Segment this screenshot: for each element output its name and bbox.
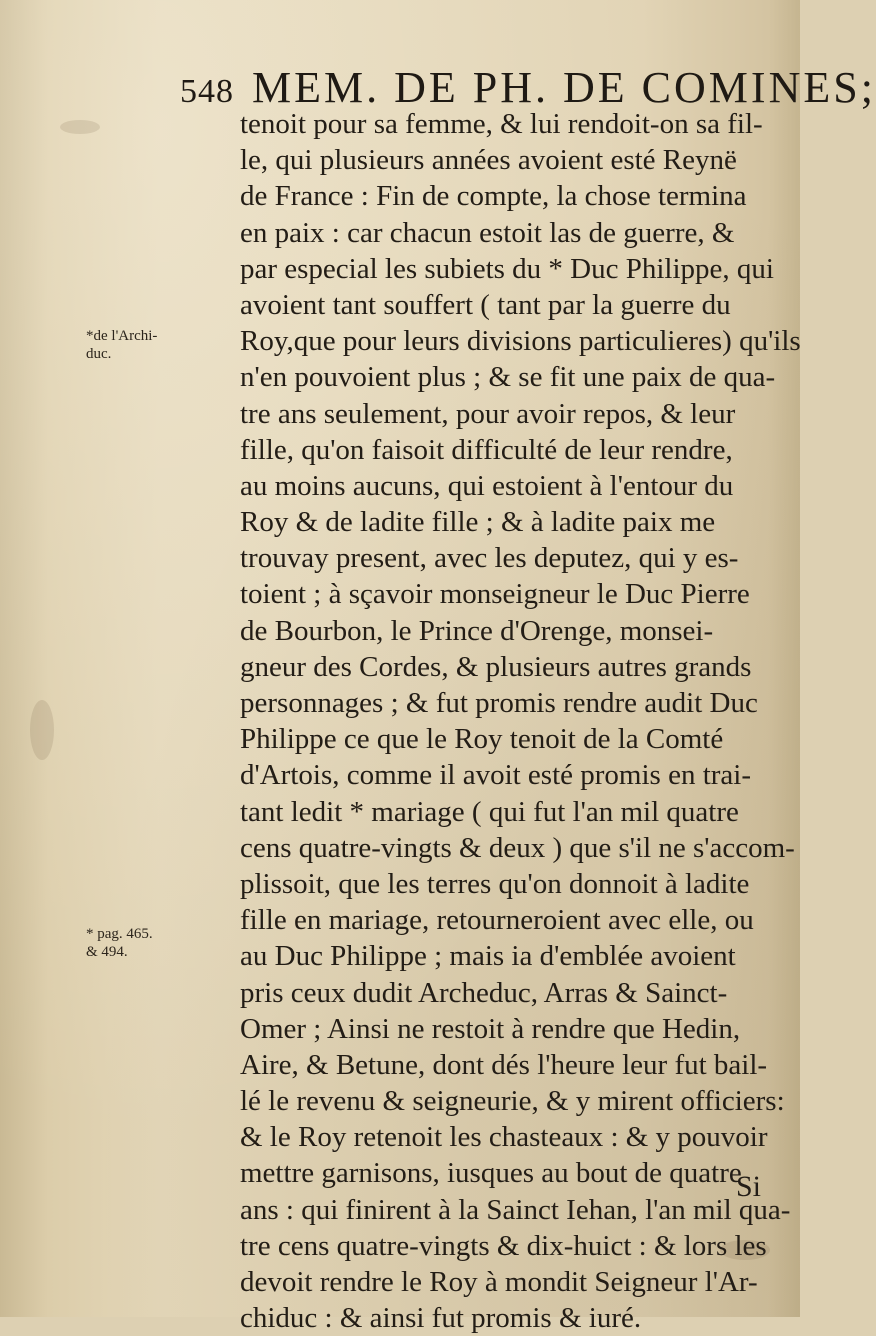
text-line: en paix : car chacun estoit las de guerre, & [240,216,735,249]
text-line: cens quatre-vingts & deux ) que s'il ne s'accom- [240,831,795,864]
text-line: chiduc : & ainsi fut promis & iuré. [240,1302,642,1335]
text-line: ans : qui finirent à la Sainct Iehan, l'an mil qua- [240,1193,791,1226]
body-text [240,106,800,1336]
margin-note-page-ref [86,925,153,961]
paper-stain [30,700,54,760]
text-line: Roy,que pour leurs divisions particulieres) qu'ils [240,325,801,358]
text-line: Roy & de ladite fille ; & à ladite paix me [240,506,716,539]
margin-note-archduke [86,327,157,363]
text-line: pris ceux dudit Archeduc, Arras & Sainct- [240,976,728,1009]
text-line: avoient tant souffert ( tant par la guerre du [240,288,731,321]
catchword: Si [736,1170,762,1203]
text-line: de Bourbon, le Prince d'Orenge, monsei- [240,614,714,647]
page-number: 548 [180,73,234,110]
text-line: plissoit, que les terres qu'on donnoit à ladite [240,867,750,900]
text-line: personnages ; & fut promis rendre audit Duc [240,687,758,719]
text-line: Aire, & Betune, dont dés l'heure leur fut bail- [240,1048,768,1081]
margin-note-line: duc. [86,346,112,362]
text-line: trouvay present, avec les deputez, qui y es- [240,542,739,575]
text-line: tre ans seulement, pour avoir repos, & leur [240,397,736,430]
margin-note-line: * pag. 465. [86,926,153,942]
text-line: Philippe ce que le Roy tenoit de la Comté [240,723,724,756]
text-line: mettre garnisons, iusques au bout de quatre [240,1157,742,1190]
margin-note-line: *de l'Archi- [86,328,158,344]
text-line: le, qui plusieurs années avoient esté Reynë [240,144,737,177]
paper-stain [60,120,100,134]
margin-note-line: & 494. [86,944,128,960]
text-line: tenoit pour sa femme, & lui rendoit-on sa fil- [240,108,763,140]
text-line: toient ; à sçavoir monseigneur le Duc Pierre [240,578,750,611]
text-line: gneur des Cordes, & plusieurs autres grands [240,650,752,683]
text-line: & le Roy retenoit les chasteaux : & y pouvoir [240,1121,768,1154]
text-line: par especial les subiets du * Duc Philippe, qui [240,252,774,285]
text-line: au moins aucuns, qui estoient à l'entour du [240,469,734,502]
text-line: tant ledit * mariage ( qui fut l'an mil quatre [240,795,739,828]
text-line: devoit rendre le Roy à mondit Seigneur l'Ar- [240,1266,758,1298]
text-line: au Duc Philippe ; mais ia d'emblée avoient [240,940,736,973]
text-line: lé le revenu & seigneurie, & y mirent officiers: [240,1085,785,1118]
text-line: Omer ; Ainsi ne restoit à rendre que Hedin, [240,1012,741,1045]
text-line: tre cens quatre-vingts & dix-huict : & lors les [240,1229,767,1262]
text-line: de France : Fin de compte, la chose termina [240,180,747,213]
running-title: MEM. DE PH. DE COMINES; [252,63,876,112]
text-line: n'en pouvoient plus ; & se fit une paix de qua- [240,361,776,394]
text-line: fille en mariage, retourneroient avec elle, ou [240,904,754,937]
text-line: d'Artois, comme il avoit esté promis en trai- [240,759,751,792]
text-line: fille, qu'on faisoit difficulté de leur rendre, [240,433,733,466]
